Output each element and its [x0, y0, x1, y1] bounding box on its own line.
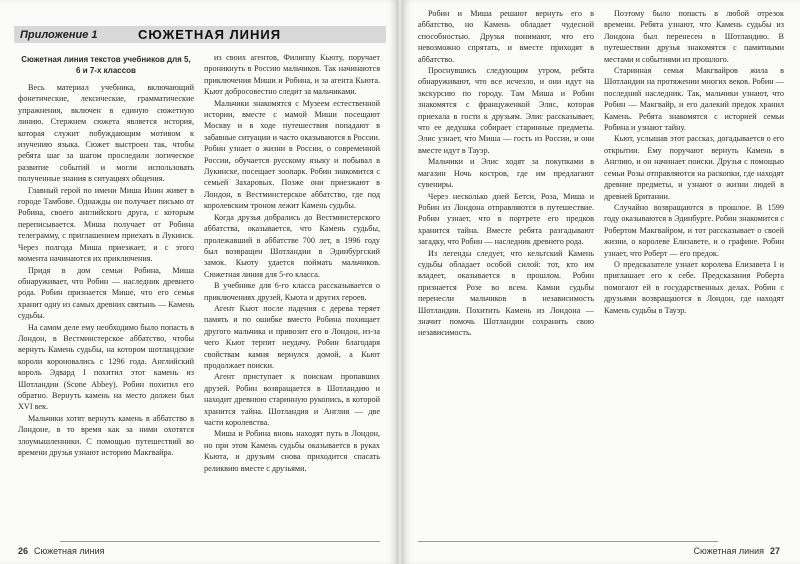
right-page: [402, 0, 800, 564]
footer-text: Сюжетная линия: [34, 546, 105, 556]
right-column-2: [604, 8, 784, 532]
footer-rule: [60, 541, 380, 542]
section-subtitle: Сюжетная линия текстов учебников для 5, 6 и 7-х классов: [21, 55, 191, 75]
paragraph: Поэтому было попасть в любой отрезок времени. Ребята узнают, что Камень судьбы из Лондона был перенесен в Шотландию. В путешествии друзья знакомятся с памятными местами и событиями из прошлого.: [604, 9, 784, 64]
paragraph: Проснувшись следующим утром, ребята обнаруживают, что все исчезло, и они идут на экскурсию по городу. Там Миша и Робин знакомятся с француженкой Элис, которая приехала в гости к друзьям. Элис рассказывает, что ее дедушка собирает старинные предметы. Элис узнает, что Миша — гость из России, и они вместе идут в Тауэр.: [418, 66, 594, 155]
paragraph: Кьют, услышав этот рассказ, догадывается о его открытии. Ему поручают вернуть Камень в Англию, и он начинает поиски. Друзья с помощью семьи Розы отправляются на раскопки, где находят древние предметы, и узнают о жизни людей в древней Британии.: [604, 134, 784, 201]
paragraph: Случайно возвращаются в прошлое. В 1599 году оказываются в Эдинбурге. Робин знакомится с Робертом Макгвайром, и тот рассказывает о своей жизни, о королеве Елизавете, и о графине. Робин узнает, что Роберт — его предок.: [604, 202, 784, 258]
paragraph: На самом деле ему необходимо было попасть в Лондон, в Вестминстерское аббатство, чтобы вернуть Камень судьбы, на котором шотландские короли короновались с 1296 года. Английский король Эдвард I похитил этот камень из Шотландии (Scone Abbey). Робин похитил его обратно. Вернуть камень на место должен был XVI век.: [18, 322, 194, 412]
page-number: 26: [18, 546, 29, 556]
footer-text: Сюжетная линия: [693, 546, 764, 556]
appendix-label: Приложение 1: [20, 28, 98, 41]
paragraph: Главный герой по имени Миша Инин живет в городе Тамбове. Однажды он получает письмо от Робина, своего английского друга, с которым переписывается. Миша получает от Робина телеграмму, с приглашением приехать в Лукинск. Через полгода Миша приезжает, и с этого момента начинаются их приключения.: [18, 185, 194, 264]
page-footer-right: [693, 546, 780, 556]
paragraph: Агент приступает к поискам пропавших друзей. Робин возвращается в Шотландию и находит древнюю старинную рукопись, в которой хранится тайна. Шотландия и Англия — две части королевства.: [204, 372, 380, 427]
paragraph: Мальчики хотят вернуть камень в аббатство в Лондоне, в то время как за ними охотятся злоумышленники. С помощью путешествий во времени друзья узнают историю Макгвайра.: [18, 413, 194, 457]
left-page: [0, 0, 398, 564]
page-footer-left: [18, 546, 105, 556]
paragraph: Робин и Миша решают вернуть его в аббатство, но Камень обладает чудесной способностью. Друзья понимают, что его невозможно спрятать, и вместе приходят в аббатство.: [418, 9, 594, 64]
right-column-1: [418, 8, 594, 532]
page-title: СЮЖЕТНАЯ ЛИНИЯ: [138, 27, 282, 42]
left-column-1: [18, 52, 194, 532]
paragraph: О предсказателе узнает королева Елизавета I и приглашает его к себе. Предсказания Роберта помогают ей в государственных делах. Робин с друзьями возвращаются в Лондон, где находят Камень судьбы в Тауэр.: [604, 259, 784, 315]
paragraph: Мальчики и Элис ходят за покупками в магазин Ночь костров, где им предлагают сувениры.: [418, 157, 594, 190]
paragraph: Старинная семья Макгвайров жила в Шотландии на протяжении многих веков. Робин — последний наследник. Так, мальчики узнают, что Робин — Макгвайр, и его далекий предок хранил Камень. Ребята знакомятся с историей семьи Робина и узнают тайну.: [604, 66, 784, 133]
left-column-2: [204, 52, 380, 532]
paragraph: Мальчики знакомятся с Музеем естественной истории, вместе с мамой Миши посещают Москву и в ходе путешествия попадают в забавные ситуации и часто оказываются в России. Робин узнает о жизни в России, о современной России, обучается русскому языку и побывал в Лукинске, посещает зоопарк. Робин знакомится с семьей Захаровых. Позже они приезжают в Лондон, в Вестминстерское аббатство, где под королевским троном лежит Камень судьбы.: [204, 98, 380, 211]
paragraph: Через несколько дней Бетси, Роза, Миша и Робин из Лондона отправляются в путешествие. Робин узнает, что в портрете его предков хранится тайна. Вместе ребята разгадывают загадку, что Робин — наследник древнего рода.: [418, 191, 594, 247]
paragraph: из своих агентов, Филиппу Кьюту, поручает проникнуть в Россию мальчиков. Так начинаются приключения Миши и Робина, и за агента Кьюта. Кьют добросовестно следит за мальчиками.: [204, 53, 380, 97]
page-number: 27: [769, 546, 780, 556]
footer-rule: [418, 541, 718, 542]
paragraph: Агент Кьют после падения с дерева теряет память и по ошибке вместо Робина похищает другого мальчика и привозит его в Лондон, из-за чего Кьют терпит неудачу. Робин благодаря свойствам камня вернулся домой, а Кьют продолжает поиски.: [204, 303, 380, 370]
paragraph: Весь материал учебника, включающий фонетические, лексические, грамматические упражнения, включен в единую сюжетную линию. Стержнем сюжета является история, которая служит побуждающим мотивом к изучению языка. Сюжет выстроен так, чтобы ребята шаг за шагом проследили логическое развитие событий и могли использовать полученные знания в ситуациях общения.: [18, 83, 194, 184]
header-bar: [14, 26, 386, 43]
paragraph: Миша и Робина вновь находят путь в Лондон, но при этом Камень судьбы оказывается в руках Кьюта, и друзьям снова приходится спасать реликвию вместе с друзьями.: [204, 429, 380, 473]
paragraph: Придя в дом семьи Робина, Миша обнаруживает, что Робин — наследник древнего рода. Робин признается Мише, что его семья хранит одну из самых древних святынь — Камень судьбы.: [18, 265, 194, 321]
paragraph: В учебнике для 6-го класса рассказывается о приключениях друзей, Кьюта и других героев.: [204, 281, 380, 302]
paragraph: Когда друзья добрались до Вестминстерского аббатства, оказывается, что Камень судьбы, пролежавший в аббатстве 700 лет, в 1996 году был возвращен Шотландии в Эдинбургский замок. Кьюту удается поймать мальчиков. Сюжетная линия для 5-го класса.: [204, 212, 380, 279]
paragraph: Из легенды следует, что кельтский Камень судьбы обладает особой силой: тот, кто им владеет, оказывается в прошлом. Робин признается Розе во всем. Камни судьбы перенесли мальчиков в независимость Шотландии. Похитить Камень из Лондона — значит помочь Шотландии сохранить свою независимость.: [418, 248, 594, 338]
